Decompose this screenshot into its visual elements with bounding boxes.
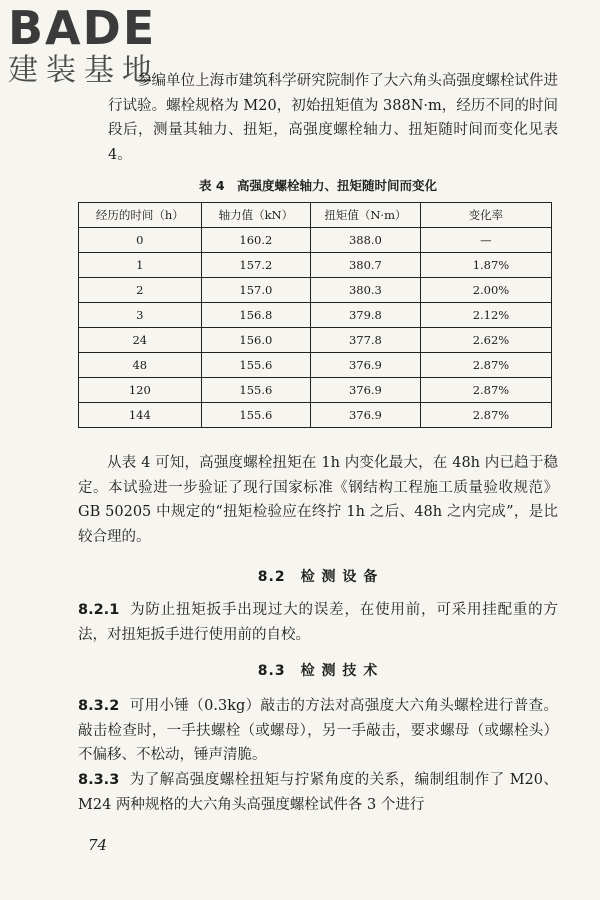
cell-axial-force: 160.2: [201, 228, 311, 253]
cell-axial-force: 157.2: [201, 253, 311, 278]
cell-torque: 380.7: [311, 253, 421, 278]
cell-change-rate: 2.00%: [420, 278, 551, 303]
table-caption: 表 4 高强度螺栓轴力、扭矩随时间而变化: [198, 178, 438, 193]
clause-text: 为防止扭矩扳手出现过大的误差，在使用前，可采用挂配重的方法，对扭矩扳手进行使用前的自校。: [78, 602, 558, 643]
cell-torque: 388.0: [311, 228, 421, 253]
cell-torque: 376.9: [311, 378, 421, 403]
analysis-paragraph: 从表 4 可知，高强度螺栓扭矩在 1h 内变化最大，在 48h 内已趋于稳定。本试验进一步验证了现行国家标准《钢结构工程施工质量验收规范》GB 50205 中规定的“扭矩检验应在终拧 1h 之后、48h 之内完成”，是比较合理的。: [78, 455, 558, 545]
clause-8-3-3: [78, 768, 558, 817]
cell-axial-force: 157.0: [201, 278, 311, 303]
section-heading-8-3: 8.3 检 测 技 术: [257, 663, 379, 679]
table-header-row: [79, 203, 552, 228]
data-table: [78, 202, 552, 428]
cell-change-rate: 2.87%: [420, 353, 551, 378]
cell-axial-force: 156.0: [201, 328, 311, 353]
cell-change-rate: 1.87%: [420, 253, 551, 278]
cell-time: 2: [79, 278, 202, 303]
clause-number: 8.3.2: [78, 698, 120, 714]
table-row: [79, 253, 552, 278]
cell-torque: 377.8: [311, 328, 421, 353]
cell-torque: 379.8: [311, 303, 421, 328]
cell-axial-force: 155.6: [201, 403, 311, 428]
section-heading-8-2: 8.2 检 测 设 备: [257, 569, 379, 585]
header-change-rate: 变化率: [420, 203, 551, 228]
cell-change-rate: 2.87%: [420, 378, 551, 403]
cell-time: 144: [79, 403, 202, 428]
clause-8-2-1: [78, 598, 558, 647]
cell-axial-force: 155.6: [201, 353, 311, 378]
cell-time: 24: [79, 328, 202, 353]
cell-change-rate: 2.12%: [420, 303, 551, 328]
cell-torque: 376.9: [311, 403, 421, 428]
cell-change-rate: 2.87%: [420, 403, 551, 428]
cell-change-rate: 2.62%: [420, 328, 551, 353]
table-row: [79, 303, 552, 328]
cell-time: 3: [79, 303, 202, 328]
header-axial-force: 轴力值（kN）: [201, 203, 311, 228]
cell-time: 48: [79, 353, 202, 378]
clause-text: 可用小锤（0.3kg）敲击的方法对高强度大六角头螺栓进行普查。敲击检查时，一手扶螺栓（或螺母），另一手敲击，要求螺母（或螺栓头）不偏移、不松动，锤声清脆。: [78, 698, 558, 763]
intro-paragraph: 参编单位上海市建筑科学研究院制作了大六角头高强度螺栓试件进行试验。螺栓规格为 M20，初始扭矩值为 388N·m，经历不同的时间段后，测量其轴力、扭矩，高强度螺栓轴力、扭矩随时间而变化见表 4。: [108, 73, 558, 163]
table-row: [79, 353, 552, 378]
page-number: 74: [88, 836, 108, 854]
cell-time: 1: [79, 253, 202, 278]
table-row: [79, 403, 552, 428]
table-row: [79, 328, 552, 353]
clause-text: 为了解高强度螺栓扭矩与拧紧角度的关系，编制组制作了 M20、M24 两种规格的大六角头高强度螺栓试件各 3 个进行: [78, 772, 558, 813]
cell-axial-force: 156.8: [201, 303, 311, 328]
clause-number: 8.2.1: [78, 602, 120, 618]
cell-time: 120: [79, 378, 202, 403]
table-row: [79, 378, 552, 403]
table-row: [79, 278, 552, 303]
cell-torque: 380.3: [311, 278, 421, 303]
cell-change-rate: —: [420, 228, 551, 253]
cell-time: 0: [79, 228, 202, 253]
header-time: 经历的时间（h）: [79, 203, 202, 228]
clause-8-3-2: [78, 694, 558, 768]
table-row: [79, 228, 552, 253]
clause-number: 8.3.3: [78, 772, 120, 788]
logo-subtitle: 建装基地: [8, 53, 160, 88]
logo-word: BADE: [8, 1, 157, 55]
header-torque: 扭矩值（N·m）: [311, 203, 421, 228]
cell-axial-force: 155.6: [201, 378, 311, 403]
cell-torque: 376.9: [311, 353, 421, 378]
